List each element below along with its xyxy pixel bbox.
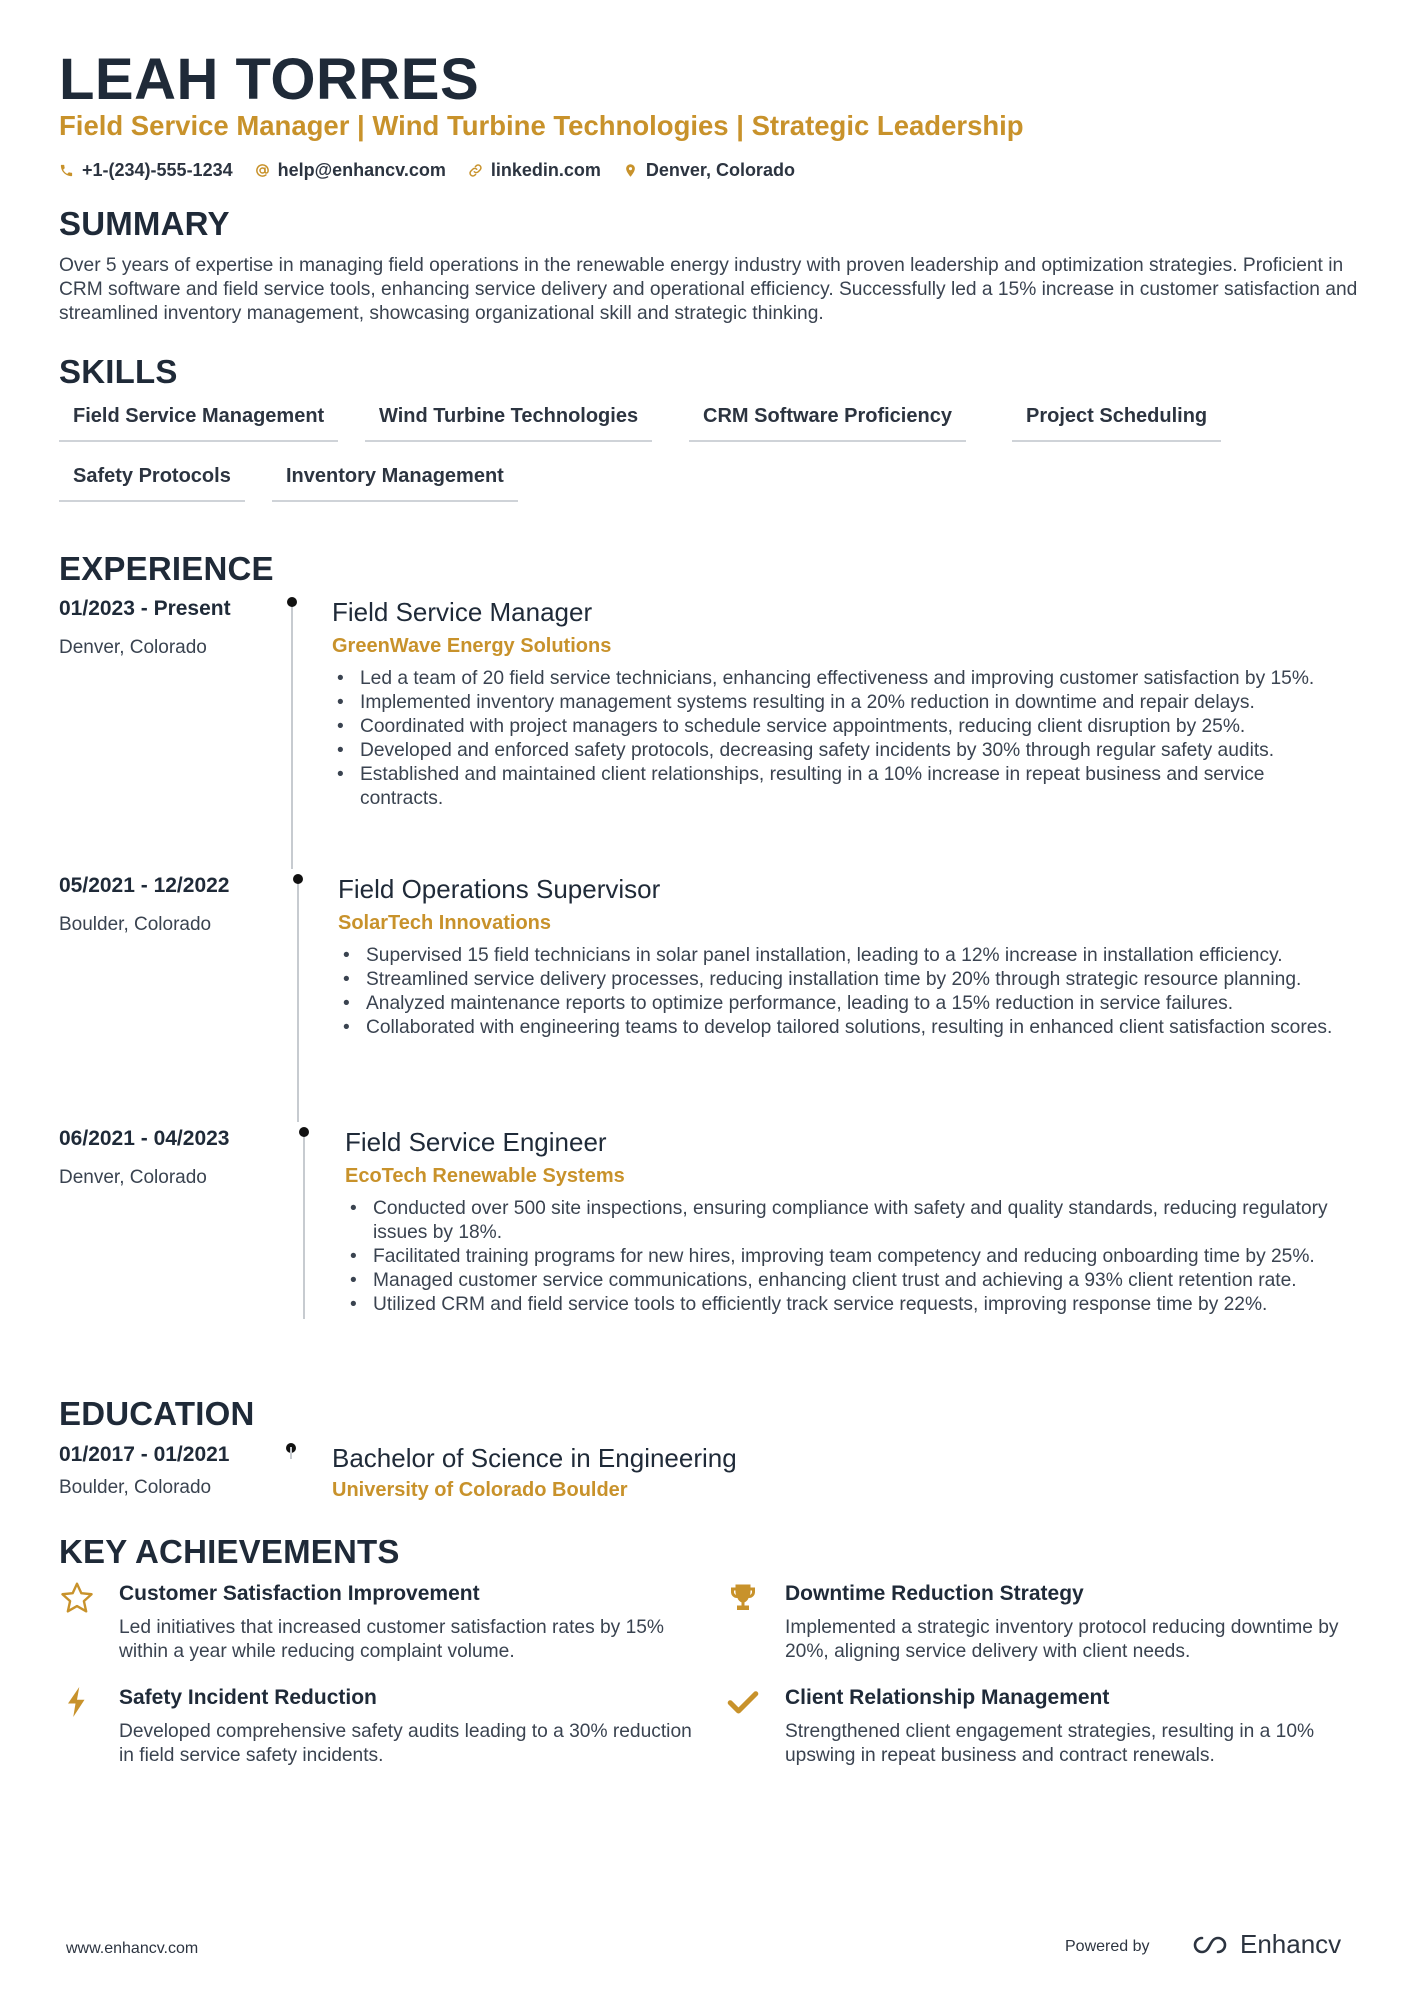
achievement-desc: Strengthened client engagement strategies, resulting in a 10% upswing in repeat business and contract renewals.	[785, 1721, 1315, 1766]
experience-bullet: • Conducted over 500 site inspections, ensuring compliance with safety and quality standards, reducing regulatory issues by 18%.	[345, 1197, 1345, 1245]
achievements-heading: KEY ACHIEVEMENTS	[59, 1533, 400, 1570]
trophy-icon	[725, 1580, 761, 1616]
enhancv-logo-icon	[1188, 1933, 1232, 1957]
star-icon	[59, 1580, 95, 1616]
achievement-desc: Developed comprehensive safety audits leading to a 30% reduction in field service safety incidents.	[119, 1721, 692, 1766]
candidate-headline: Field Service Manager | Wind Turbine Technologies | Strategic Leadership	[59, 110, 1024, 141]
experience-bullet: • Analyzed maintenance reports to optimize performance, leading to a 15% reduction in service failures.	[338, 992, 1338, 1016]
footer-brand-name: Enhancv	[1240, 1929, 1342, 1959]
experience-location: Denver, Colorado	[59, 637, 207, 658]
lightning-icon	[59, 1684, 95, 1720]
achievement-desc: Led initiatives that increased customer satisfaction rates by 15% within a year while reducing complaint volume.	[119, 1617, 664, 1662]
experience-location: Boulder, Colorado	[59, 914, 212, 935]
education-school: University of Colorado Boulder	[332, 1479, 628, 1501]
timeline-line	[303, 1131, 305, 1319]
education-heading: EDUCATION	[59, 1395, 255, 1432]
experience-role: Field Service Engineer	[345, 1127, 607, 1157]
experience-bullet: • Developed and enforced safety protocols, decreasing safety incidents by 30% through regular safety audits.	[332, 739, 1337, 763]
education-location: Boulder, Colorado	[59, 1477, 212, 1498]
timeline-dot	[293, 874, 303, 884]
experience-location: Denver, Colorado	[59, 1167, 207, 1188]
timeline-line	[291, 601, 293, 869]
experience-bullets	[345, 1197, 1345, 1317]
experience-bullet: • Supervised 15 field technicians in solar panel installation, leading to a 12% increase in installation efficiency.	[338, 944, 1338, 968]
experience-dates: 06/2021 - 04/2023	[59, 1127, 230, 1150]
summary-text: Over 5 years of expertise in managing field operations in the renewable energy industry with proven leadership and optimization strategies. Proficient in CRM software and field service tools, enhancing service delivery and operational efficiency. Successfully led a 15% increase in customer satisfaction and streamlined inventory management, showcasing organizational skill and strategic thinking.	[59, 255, 1358, 324]
contact-linkedin-text: linkedin.com	[490, 160, 601, 180]
achievement-title: Customer Satisfaction Improvement	[119, 1582, 480, 1605]
contact-phone[interactable]	[59, 160, 233, 181]
experience-bullets	[332, 667, 1337, 811]
timeline-line	[290, 1447, 292, 1459]
experience-role: Field Operations Supervisor	[338, 874, 661, 904]
experience-dates: 01/2023 - Present	[59, 597, 231, 620]
experience-bullets	[338, 944, 1338, 1040]
footer-url[interactable]: www.enhancv.com	[66, 1940, 199, 1957]
experience-bullet: • Streamlined service delivery processes, reducing installation time by 20% through strategic resource planning.	[338, 968, 1338, 992]
skill-tag: Inventory Management	[272, 465, 518, 502]
skill-tag: Wind Turbine Technologies	[365, 405, 652, 442]
contact-location-text: Denver, Colorado	[645, 160, 795, 180]
location-pin-icon	[623, 163, 638, 178]
achievement-title: Downtime Reduction Strategy	[785, 1582, 1084, 1605]
experience-bullet: • Coordinated with project managers to schedule service appointments, reducing client disruption by 25%.	[332, 715, 1337, 739]
experience-bullet: • Led a team of 20 field service technicians, enhancing effectiveness and improving customer satisfaction by 15%.	[332, 667, 1337, 691]
experience-company: GreenWave Energy Solutions	[332, 635, 612, 657]
timeline-dot	[299, 1127, 309, 1137]
education-degree: Bachelor of Science in Engineering	[332, 1443, 737, 1473]
timeline-line	[297, 878, 299, 1122]
contact-email[interactable]	[255, 160, 446, 181]
contact-email-text: help@enhancv.com	[277, 160, 446, 180]
skill-tag: CRM Software Proficiency	[689, 405, 966, 442]
candidate-name: LEAH TORRES	[59, 47, 480, 112]
experience-bullet: • Implemented inventory management systems resulting in a 20% reduction in downtime and repair delays.	[332, 691, 1337, 715]
skill-tag: Project Scheduling	[1012, 405, 1221, 442]
contact-row	[59, 160, 795, 181]
footer-brand[interactable]	[1188, 1929, 1341, 1960]
link-icon	[468, 163, 483, 178]
experience-company: EcoTech Renewable Systems	[345, 1165, 625, 1187]
experience-heading: EXPERIENCE	[59, 550, 274, 587]
footer-powered-by: Powered by	[1065, 1938, 1150, 1955]
experience-dates: 05/2021 - 12/2022	[59, 874, 230, 897]
skill-tag: Field Service Management	[59, 405, 338, 442]
experience-bullet: • Collaborated with engineering teams to develop tailored solutions, resulting in enhanced client satisfaction scores.	[338, 1016, 1338, 1040]
experience-bullet: • Facilitated training programs for new hires, improving team competency and reducing onboarding time by 25%.	[345, 1245, 1345, 1269]
achievement-title: Client Relationship Management	[785, 1686, 1110, 1709]
experience-bullet: • Established and maintained client relationships, resulting in a 10% increase in repeat business and service contracts.	[332, 763, 1337, 811]
phone-icon	[59, 163, 74, 178]
contact-linkedin[interactable]	[468, 160, 601, 181]
education-dates: 01/2017 - 01/2021	[59, 1443, 230, 1466]
checkmark-icon	[725, 1684, 761, 1720]
summary-heading: SUMMARY	[59, 205, 230, 242]
experience-bullet: • Managed customer service communications, enhancing client trust and achieving a 93% client retention rate.	[345, 1269, 1345, 1293]
at-icon	[255, 163, 270, 178]
contact-phone-text: +1-(234)-555-1234	[82, 160, 233, 180]
contact-location	[623, 160, 795, 181]
experience-company: SolarTech Innovations	[338, 912, 551, 934]
achievement-desc: Implemented a strategic inventory protocol reducing downtime by 20%, aligning service delivery with client needs.	[785, 1617, 1339, 1662]
experience-bullet: • Utilized CRM and field service tools to efficiently track service requests, improving response time by 22%.	[345, 1293, 1345, 1317]
skill-tag: Safety Protocols	[59, 465, 245, 502]
skills-heading: SKILLS	[59, 353, 178, 390]
experience-role: Field Service Manager	[332, 597, 593, 627]
achievement-title: Safety Incident Reduction	[119, 1686, 377, 1709]
timeline-dot	[287, 597, 297, 607]
